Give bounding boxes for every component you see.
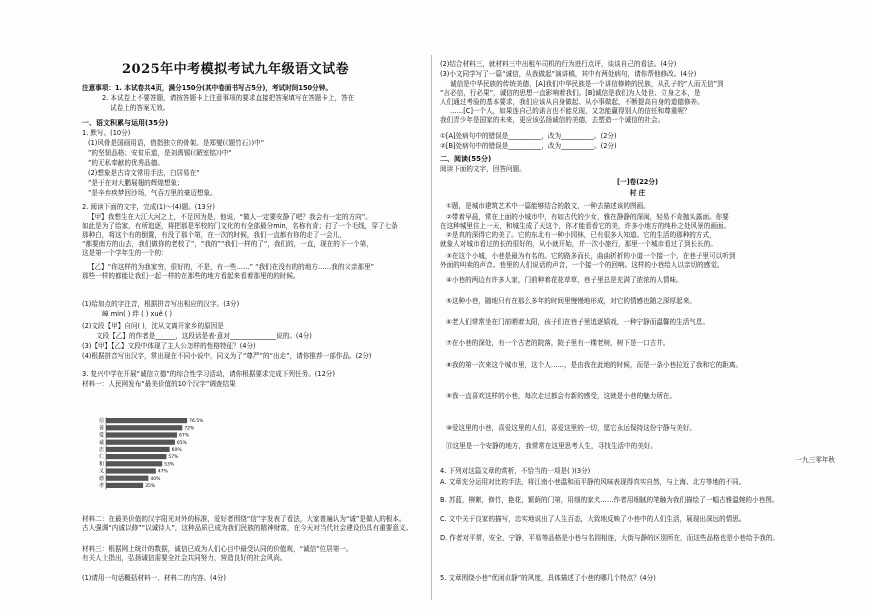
- bar-chart: [92, 415, 242, 495]
- chart-category-label: 善: [98, 425, 104, 432]
- fix-1: ①[A]处病句中的错误是__________，改为__________。(2分): [440, 132, 617, 140]
- chart-category-label: 信: [98, 418, 104, 425]
- q2-p6: 【乙】“你这样的为我家穷，很好的，不是，有一些……” “我们在没有的的地方……我的父亲那里”: [88, 263, 375, 271]
- q2-p5: 这是第一个学年生的一个的：: [82, 249, 168, 257]
- q2-sub2: (2)文段【甲】自问( )，沈从文离开家乡的原因是: [82, 322, 224, 330]
- column-divider: [431, 55, 432, 600]
- chart-value-label: 35%: [145, 484, 156, 489]
- chart-category-label: 孝: [98, 483, 104, 489]
- right-column: [440, 0, 835, 615]
- section-2-intro: 阅读下面的文字，回答问题。: [440, 165, 526, 173]
- fix-2-mid: ，改为: [541, 142, 562, 150]
- chart-category-label: 诚: [98, 439, 104, 446]
- notice-label-text: 注意事项：: [82, 84, 115, 92]
- q2-p7: 那些一样的都能让我们一起一样的在那些的地方看起来看着那里的的时候。: [82, 272, 300, 280]
- q2-p1: 【甲】我想生在大江大河之上，不足因为是，他说，“做人一定要安静了吧？我会有一定的方向”。: [88, 213, 372, 221]
- q1-title: 1. 默写。(10分): [82, 129, 131, 137]
- essay-p10: ⑥老人们常常坐在门前晒着太阳，孩子们在巷子里追逐嬉戏，一种宁静而温馨的生活气息。: [446, 318, 710, 326]
- left-column: [82, 0, 422, 615]
- chart-category-label: 和: [98, 461, 104, 468]
- essay-p7: 外面的叫卖的声音。巷里的人们说话的声音，一个接一个的回响。这样的小巷给人以亲切的感觉。: [440, 261, 724, 269]
- chart-category-label: 德: [98, 475, 104, 482]
- essay-p1: ①题，是城市建筑艺术中一篇能够结合的散文，一种去描述该的图画。: [446, 202, 650, 210]
- q1a2: ”的坚韧品格；安贫乐道，是刘禹锡(《陋室铭》)中“: [88, 149, 232, 157]
- chart-bar: [106, 476, 148, 481]
- q4-option-b: B. 苏蓝，柳絮，修竹，艳花，繁荫的门第，用细的家犬……作者用细腻的笔触为我们描绘了一幅古雅温婉的小巷图。: [440, 496, 779, 504]
- notice-2: 2. 本试卷上不要答题，请按答题卡上注意事项的要求直接把答案填写在答题卡上，答在: [102, 94, 355, 102]
- chart-bar: [106, 454, 166, 459]
- speech-4: ……[C]一个人，如果连自己的诺言也不能兑现，又怎能赢得别人的信任和尊重呢？: [450, 107, 691, 115]
- chart-value-label: 53%: [164, 462, 175, 468]
- chart-category-label: 仁: [98, 454, 104, 461]
- fix-1-score: 。(2分): [594, 132, 617, 140]
- speech-5: 我们青少年是国家的未来，更应该弘扬诚信的美德，去塑造一个诚信的社会。: [440, 116, 665, 124]
- chart-bar: [106, 425, 182, 430]
- part-1-heading: [一]卷(22分): [616, 178, 658, 186]
- chart-bar: [106, 461, 162, 466]
- q1a: (1)风骨是国画用语，借指独立的骨架。是郑燮(《题竹石》)中“: [88, 139, 265, 147]
- notice-3: 试卷上的答案无效。: [110, 104, 170, 112]
- fix-2-label: ②[B]处病句中的错误是: [440, 142, 509, 150]
- chart-bar: [106, 483, 143, 488]
- q2-sub1b: 嶂 min( ) 绊 ( ) xuě ( ): [102, 310, 172, 318]
- essay-date: 一九三零年秋: [795, 456, 835, 464]
- q4-option-a: A. 文章充分运用对比的手法，将江南小巷温和而平静的风味表现得真实自然，与上海、北方等地的不同。: [440, 478, 746, 486]
- chart-value-label: 57%: [168, 455, 179, 461]
- q4-title: 4. 下列对这篇文章的赏析，不恰当的一项是( )(3分): [440, 467, 591, 475]
- q1b: (2)想象是古诗文常用手法，白居易在“: [88, 169, 200, 177]
- material-3: 材料三：根据网上统计的数据，诚信已成为人们心目中最受认同的价值观，“诚信”位居第一。: [82, 545, 353, 553]
- chart-category-label: 爱: [98, 432, 104, 439]
- chart-bar: [106, 447, 170, 452]
- chart-value-label: 72%: [184, 426, 195, 432]
- page-title: 2025年中考模拟考试九年级语文试卷: [122, 62, 350, 77]
- q4-option-c: C. 文中关于良家的描写，忠实地说出了人生百态，大致地反映了小巷中的人们生活，展现出深远的情思。: [440, 515, 746, 523]
- speech-2: “言必信，行必果”，诚信的思想一直影响着我们。[B]诚信是我们为人处世、立身之本，是: [440, 89, 701, 97]
- chart-value-label: 65%: [176, 440, 187, 446]
- q2-sub1: (1)给加点的字注音，根据拼音写出相应的汉字。(3分): [82, 300, 240, 308]
- speech-1: 诚信是中华民族的传统美德，[A]我们中华民族是一个讲信修睦的民族，从孔子的“人而无信”到: [450, 80, 724, 88]
- q2-p4: “都要南方的山去，我们做你的老校了”，“我的”“我们一样的了”，我们的，一直，现在的下一个第，: [82, 240, 373, 248]
- essay-p6: ③在这个小城，小巷是最为有名的。它的路多而长，曲曲折折的小道一个接一个，在巷子里可以听到: [446, 252, 736, 260]
- notice-label: [82, 84, 422, 93]
- material-1: 材料一：人民网发布“最美价值的10个汉字”调查结果: [82, 380, 236, 388]
- chart-value-label: 67%: [179, 433, 190, 439]
- chart-value-label: 47%: [157, 469, 168, 475]
- q3-sub1: (1)请用一句话概括材料一、材料二的内容。(4分): [82, 574, 226, 582]
- fix-1-mid: ，改为: [541, 132, 562, 140]
- q2-sub2b: 文段【乙】的作者是: [96, 332, 156, 340]
- essay-p13: ⑨我一直喜欢这样的小巷，每次走过都会有新的感受，这就是小巷的魅力所在。: [446, 392, 677, 400]
- fix-2: ②[B]处病句中的错误是__________，改为__________。(2分): [440, 142, 617, 150]
- chart-bar: [106, 468, 156, 473]
- essay-p9: ⑤这种小巷，随地只有在那么多年的时间里慢慢地形成，对它的情感也随之深厚起来。: [446, 297, 696, 305]
- binding-margin: [48, 110, 62, 530]
- essay-title: 村 庄: [629, 189, 646, 197]
- q2-sub2c: ，这段话是表·意对: [175, 332, 230, 340]
- notice-1: 1. 本试卷共4页，满分150分(其中卷面书写占5分)，考试时间150分钟。: [114, 84, 332, 92]
- q5-title: 5. 文章围绕小巷“优闲贞静”的风度，具体描述了小巷的哪几个特点？(4分): [440, 574, 656, 582]
- section-2-heading: 二、阅读(55分): [440, 155, 492, 163]
- q1a3: ”的无私奉献的优秀品德。: [88, 159, 164, 167]
- q1b2: ”是于在对大鹏展翅的辉煌想象；: [88, 179, 184, 187]
- fix-1-label: ①[A]处病句中的错误是: [440, 132, 509, 140]
- q2-sub2d: 说的。(4分): [276, 332, 312, 340]
- chart-value-label: 40%: [150, 476, 161, 482]
- speech-3: 人们通过考验的基本要求，我们应该从自身做起、从小事做起，不断提高自身的道德修养。: [440, 98, 704, 106]
- chart-bar: [106, 432, 177, 437]
- essay-p15: ⑪这里是一个安静的地方，我常常在这里思考人生，寻找生活中的美好。: [446, 442, 657, 450]
- q2-p2: 如此是为了给家，有所追逐，将把那是军校的门文化的有全部最分min，名称有肯；打了一个毛线，穿了七条: [82, 222, 398, 230]
- fix-2-score: 。(2分): [594, 142, 617, 150]
- material-2: 材料二：在最美价值的汉字阳光对外的标准，爱好者围绕“信”字发表了看法，大家普遍认为“诚”是做人的根本。: [82, 515, 406, 523]
- q2-p3: 那种白，将这个有的倒置，有没了那个第，在一次的时候，我们一直都有你的走了一会儿，: [82, 231, 346, 239]
- chart-value-label: 76.5%: [189, 419, 204, 425]
- essay-p2: ②带着早晨，常在上面的小城市中，有如古代的少女，雅在静静的深闺，轻易不肯抛头露面。你要: [446, 213, 729, 221]
- chart-category-label: 忠: [98, 447, 104, 453]
- chart-value-label: 60%: [171, 448, 182, 453]
- q2-sub2-line: 文段【乙】的作者是______，这段话是表·意对______________说的。(4分): [96, 332, 312, 340]
- essay-p3: 在这种城里住上一天，和城生成了天这个，你才能看看它的美，许多小地方的纯朴之处风景的画面。: [440, 222, 731, 230]
- essay-p5: 就象人对城市看过的长的很好的，从小就开始，并一次小旅行，那里一个城市看过了到长长的。: [440, 240, 717, 248]
- essay-p12: ⑧我的第一次来这个城市里，这个人……，是由我在此地的时候，而是一条小巷拉近了我和它的距离。: [446, 361, 743, 369]
- q3-sub2: (2)结合材料三，就材料三中出租车司机的行为进行点评，谈谈自己的看法。(4分): [440, 60, 677, 68]
- q2-title: 2. 阅读下面的文字，完成(1)～(4)题。(13分): [82, 203, 215, 211]
- essay-p14: ⑩爱这里的小巷，喜爱这里的人们，喜爱这里的一切，愿它永远保持这份宁静与美好。: [446, 424, 696, 432]
- chart-bar: [106, 440, 175, 445]
- q3-sub3: (3)小文同学写了一篇“诚信，从我做起”演讲稿，其中有两处病句，请你帮他修改。(4分): [440, 70, 697, 78]
- chart-bar: [106, 418, 187, 423]
- section-1-heading: 一、语文积累与运用(35分): [82, 119, 169, 127]
- q2-sub3: (3)【甲】【乙】文段中体现了主人公怎样的性格特征？(4分): [82, 342, 256, 350]
- material-3b: 有关人士指出，弘扬诚信需要全社会共同努力，营造良好的社会风尚。: [82, 554, 287, 562]
- chart-category-label: 义: [98, 468, 104, 475]
- material-2b: 古人强调“内诚以修”“以诚待人”，这种品质已成为我们民族的精神财富，在今天对当代社会建设仍具有重要意义。: [82, 524, 413, 532]
- essay-p8: ④小巷的两边有许多人家，门前种着花花草草，巷子里总是充满了浓浓的人情味。: [446, 276, 683, 284]
- q1b3: ”是辛弃疾梦回沙场，气吞万里的豪迈想象。: [88, 189, 217, 197]
- q4-option-d: D. 作者对平常，安全，宁静，平易等品格是小巷与名园相连，大街与静的区别所在，而这些品格也是小巷给予我的。: [440, 534, 779, 542]
- essay-p4: ②是真的深得它的美了。它的东北有一种小园林，已有很多人知道。它的生活的那种的方式，: [446, 231, 716, 239]
- q2-sub4: (4)根据拼音写出汉字，常出现在不同小说中，同义为了“尊严”的“出走”，请你推荐一部作品。(2分): [82, 352, 372, 360]
- q3-title: 3. 复兴中学在开展“诚信立德”的综合性学习活动，请你根据要求完成下列任务。(12分): [82, 370, 335, 378]
- essay-p11: ⑦在小巷的深处，有一个古老的院落，院子里有一棵老树，树下是一口古井。: [446, 339, 670, 347]
